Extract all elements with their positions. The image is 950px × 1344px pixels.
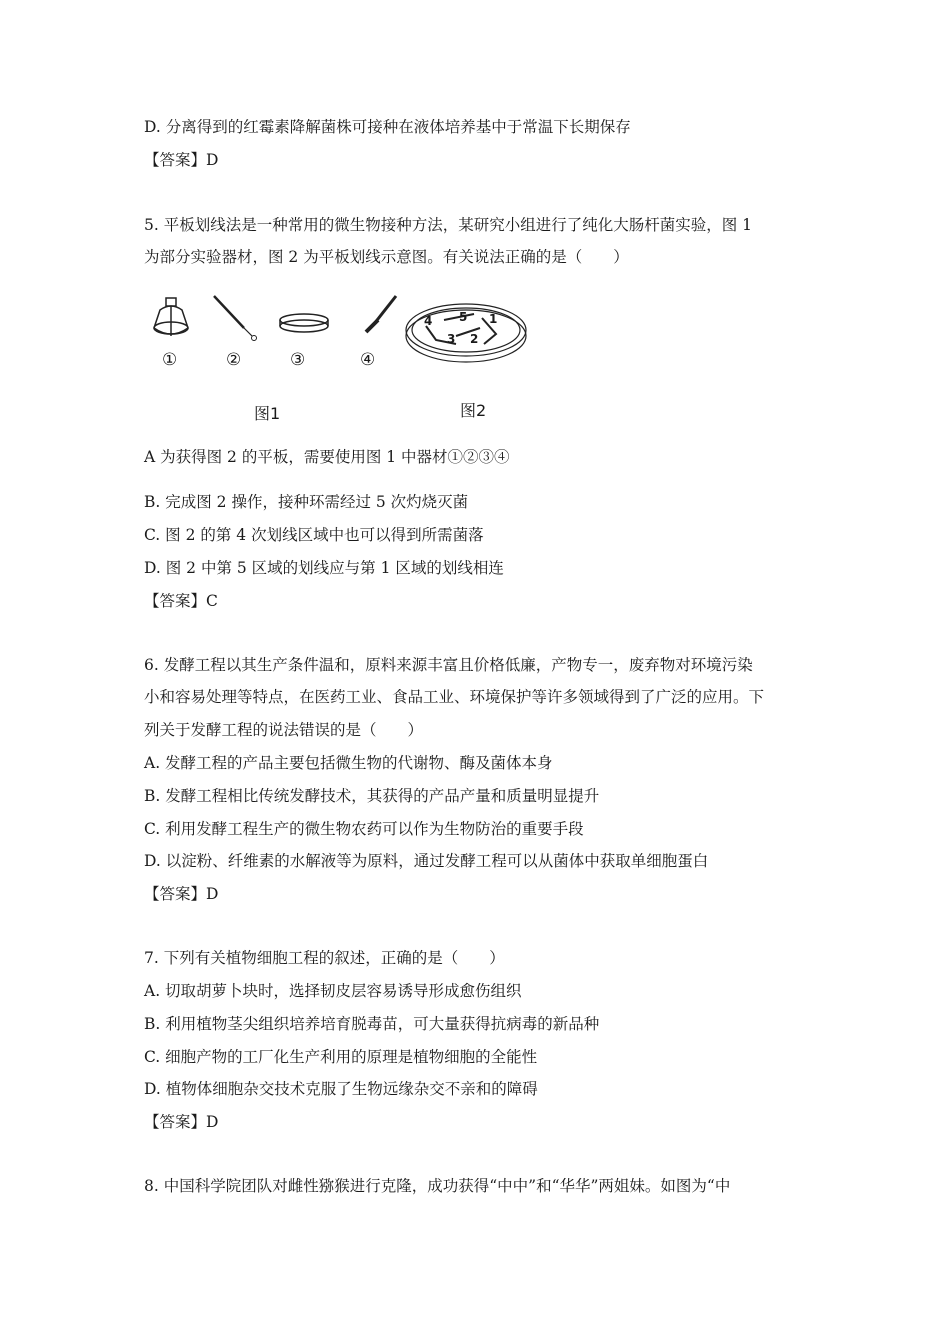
- item-label-4: ④: [360, 350, 376, 370]
- item-label-1: ①: [162, 350, 178, 370]
- q6-stem-line1: 6. 发酵工程以其生产条件温和，原料来源丰富且价格低廉，产物专一，废弃物对环境污染: [144, 656, 753, 674]
- plate-number-3: 3: [447, 332, 456, 346]
- q5-option-b: B. 完成图 2 操作，接种环需经过 5 次灼烧灭菌: [144, 493, 469, 511]
- q6-option-a: A. 发酵工程的产品主要包括微生物的代谢物、酶及菌体本身: [144, 754, 553, 772]
- q6-stem-line3: 列关于发酵工程的说法错误的是（ ）: [144, 721, 424, 739]
- q8-stem-line1: 8. 中国科学院团队对雌性猕猴进行克隆，成功获得“中中”和“华华”两姐妹。如图为“中: [144, 1177, 731, 1195]
- alcohol-lamp-icon: [154, 298, 188, 336]
- item-label-3: ③: [290, 350, 306, 370]
- lab-equipment-illustration: [144, 288, 544, 398]
- q7-option-a: A. 切取胡萝卜块时，选择韧皮层容易诱导形成愈伤组织: [144, 982, 522, 1000]
- inoculating-loop-icon: [214, 296, 257, 341]
- q5-answer: 【答案】C: [144, 592, 218, 610]
- q6-option-b: B. 发酵工程相比传统发酵技术，其获得的产品产量和质量明显提升: [144, 787, 600, 805]
- plate-number-4: 4: [424, 314, 433, 328]
- q6-stem-line2: 小和容易处理等特点，在医药工业、食品工业、环境保护等许多领域得到了广泛的应用。下: [144, 688, 765, 706]
- q5-stem-line2: 为部分实验器材，图 2 为平板划线示意图。有关说法正确的是（ ）: [144, 248, 629, 266]
- q7-answer: 【答案】D: [144, 1113, 219, 1131]
- plate-number-5: 5: [459, 310, 468, 324]
- q5-option-c: C. 图 2 的第 4 次划线区域中也可以得到所需菌落: [144, 526, 484, 544]
- q5-figure: [144, 288, 544, 428]
- q7-stem: 7. 下列有关植物细胞工程的叙述，正确的是（ ）: [144, 949, 505, 967]
- q5-option-d: D. 图 2 中第 5 区域的划线应与第 1 区域的划线相连: [144, 559, 504, 577]
- q6-option-d: D. 以淀粉、纤维素的水解液等为原料，通过发酵工程可以从菌体中获取单细胞蛋白: [144, 852, 709, 870]
- q6-answer: 【答案】D: [144, 885, 219, 903]
- fig1-label: 图1: [254, 404, 281, 423]
- q7-option-d: D. 植物体细胞杂交技术克服了生物远缘杂交不亲和的障碍: [144, 1080, 538, 1098]
- plate-number-2: 2: [470, 332, 479, 346]
- spreader-icon: [366, 296, 396, 332]
- q5-option-a: A 为获得图 2 的平板，需要使用图 1 中器材①②③④: [144, 448, 510, 466]
- item-label-2: ②: [226, 350, 242, 370]
- q7-option-b: B. 利用植物茎尖组织培养培育脱毒苗，可大量获得抗病毒的新品种: [144, 1015, 600, 1033]
- fig2-label: 图2: [460, 401, 487, 420]
- q4-answer: 【答案】D: [144, 151, 219, 169]
- q5-stem-line1: 5. 平板划线法是一种常用的微生物接种方法，某研究小组进行了纯化大肠杆菌实验，图 1: [144, 216, 753, 234]
- q7-option-c: C. 细胞产物的工厂化生产利用的原理是植物细胞的全能性: [144, 1048, 538, 1066]
- petri-dish-icon: [280, 314, 328, 332]
- plate-number-1: 1: [489, 312, 498, 326]
- q4-option-d: D. 分离得到的红霉素降解菌株可接种在液体培养基中于常温下长期保存: [144, 118, 631, 136]
- q6-option-c: C. 利用发酵工程生产的微生物农药可以作为生物防治的重要手段: [144, 820, 584, 838]
